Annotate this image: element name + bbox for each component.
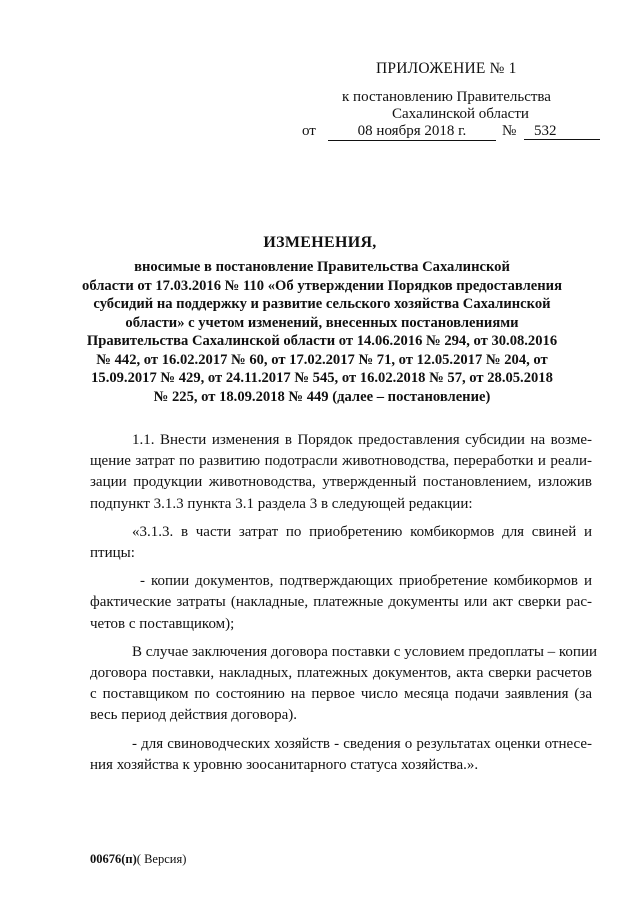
document-subtitle [82,258,562,406]
body-line: 1.1. Внести изменения в Порядок предоставления субсидии на возме- [132,432,592,448]
body-line: фактические затраты (накладные, платежные документы или акт сверки рас- [90,594,592,611]
paragraph-3-1-3 [90,522,592,564]
body-line: четов с поставщиком); [90,615,235,632]
appendix-title: ПРИЛОЖЕНИЕ № 1 [376,60,517,77]
document-body [90,430,598,776]
paragraph-1-1 [90,430,592,515]
subtitle-line: Правительства Сахалинской области от 14.06.2016 № 294, от 30.08.2016 [86,333,558,349]
body-line: с поставщиком по состоянию на первое число месяца подачи заявления (за [90,686,592,703]
body-line: весь период действия договора). [90,707,298,724]
subtitle-line: области от 17.03.2016 № 110 «Об утверждении Порядков предоставления [82,277,562,294]
footer-version: ( Версия) [136,852,187,866]
body-line: «3.1.3. в части затрат по приобретению комбикормов для свиней и [132,523,592,540]
body-line: договора поставки, накладных, платежных документов, акта сверки расчетов [90,665,592,682]
body-line: ния хозяйства к уровню зоосанитарного статуса хозяйства.». [90,756,479,773]
subtitle-line: № 442, от 16.02.2017 № 60, от 17.02.2017 № 71, от 12.05.2017 № 204, от [96,351,548,368]
subtitle-line: № 225, от 18.09.2018 № 449 (далее – постановление) [153,388,491,405]
decree-date: 08 ноября 2018 г. [328,123,496,141]
decree-number: 532 [524,123,600,140]
paragraph-pig-farms [90,734,592,776]
subtitle-line: субсидий на поддержку и развитие сельского хозяйства Сахалинской [93,296,551,312]
appendix-decree-line: к постановлению Правительства [342,89,551,105]
subtitle-line: вносимые в постановление Правительства Сахалинской [134,259,510,275]
appendix-region-line: Сахалинской области [392,106,529,122]
body-line: - для свиноводческих хозяйств - сведения о результатах оценки отнесе- [132,735,592,752]
footer-document-code [90,852,186,867]
body-line: зации продукции животноводства, утвержденный постановлением, изложив [90,474,592,491]
body-line: подпункт 3.1.3 пункта 3.1 раздела 3 в следующей редакции: [90,495,473,512]
document-title: ИЗМЕНЕНИЯ, [263,234,377,251]
paragraph-prepayment [90,642,598,727]
appendix-date-row [302,123,602,143]
subtitle-line: 15.09.2017 № 429, от 24.11.2017 № 545, от 16.02.2018 № 57, от 28.05.2018 [91,370,553,386]
footer-code: 00676(п) [90,852,137,866]
date-prefix: от [302,123,316,139]
body-line: птицы: [90,545,135,562]
subtitle-line: области» с учетом изменений, внесенных постановлениями [125,314,519,331]
paragraph-copies [90,571,592,635]
number-prefix: № [502,123,517,139]
body-line: щение затрат по развитию подотрасли животноводства, переработки и реали- [90,453,592,470]
body-line: - копии документов, подтверждающих приобретение комбикормов и [140,573,592,590]
body-line: В случае заключения договора поставки с условием предоплаты – копии [132,643,598,660]
